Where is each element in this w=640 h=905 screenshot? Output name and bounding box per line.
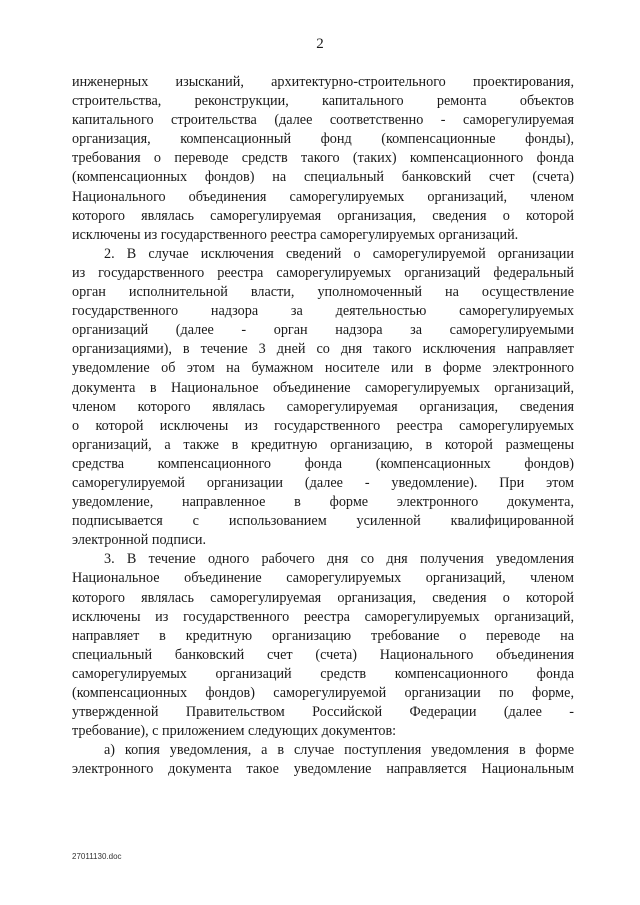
text-line: уведомление, направленное в форме электронного документа,	[72, 494, 574, 511]
text-line: которого являлась саморегулируемая организация, сведения о которой	[72, 589, 574, 606]
text-line: исключены из государственного реестра саморегулируемых организаций.	[72, 226, 519, 243]
paragraph-3	[72, 550, 574, 741]
text-line: государственного надзора за деятельностью саморегулируемых	[72, 303, 574, 320]
text-line: Национального объединения саморегулируемых организаций, членом	[72, 188, 574, 205]
text-line: 2. В случае исключения сведений о саморегулируемой организации	[104, 245, 574, 262]
text-line: электронной подписи.	[72, 532, 207, 549]
text-line: орган исполнительной власти, уполномоченный на осуществление	[72, 284, 574, 301]
text-line: утвержденной Правительством Российской Федерации (далее -	[72, 704, 574, 721]
text-line: Национальное объединение саморегулируемых организаций, членом	[72, 570, 574, 587]
text-line: о которой исключены из государственного реестра саморегулируемых	[72, 417, 574, 434]
text-line: электронного документа такое уведомление направляется Национальным	[72, 761, 574, 778]
text-line: членом которого являлась саморегулируемая организация, сведения	[72, 398, 574, 415]
paragraph-continuation	[72, 73, 574, 245]
paragraph-3a	[72, 741, 574, 779]
text-line: инженерных изысканий, архитектурно-строительного проектирования,	[72, 74, 574, 90]
text-line: организациями), в течение 3 дней со дня такого исключения направляет	[72, 341, 574, 358]
text-line: из государственного реестра саморегулируемых организаций федеральный	[72, 264, 574, 281]
text-line: исключены из государственного реестра саморегулируемых организаций,	[72, 608, 574, 625]
document-file-code: 27011130.doc	[72, 852, 122, 861]
text-line: саморегулируемых организаций средств компенсационного фонда	[72, 665, 574, 682]
text-line: организация, компенсационный фонд (компенсационные фонды),	[72, 131, 574, 148]
text-line: (компенсационных фондов) на специальный банковский счет (счета)	[72, 169, 574, 186]
text-line: которого являлась саморегулируемая организация, сведения о которой	[72, 207, 574, 224]
text-line: капитального строительства (далее соответственно - саморегулируемая	[72, 112, 574, 129]
text-line: (компенсационных фондов) саморегулируемой организации по форме,	[72, 685, 574, 701]
text-line: документа в Национальное объединение саморегулируемых организаций,	[72, 379, 574, 396]
text-line: саморегулируемой организации (далее - уведомление). При этом	[72, 474, 574, 491]
text-line: требования о переводе средств такого (таких) компенсационного фонда	[72, 150, 574, 167]
text-line: средства компенсационного фонда (компенсационных фондов)	[72, 455, 574, 472]
text-line: а) копия уведомления, а в случае поступления уведомления в форме	[104, 742, 574, 759]
text-line: 3. В течение одного рабочего дня со дня получения уведомления	[104, 551, 574, 568]
text-line: строительства, реконструкции, капитального ремонта объектов	[72, 93, 574, 110]
document-body	[72, 73, 574, 779]
page-number: 2	[316, 36, 324, 52]
text-line: требование), с приложением следующих документов:	[72, 723, 397, 740]
text-line: подписывается с использованием усиленной квалифицированной	[72, 513, 574, 530]
text-line: специальный банковский счет (счета) Национального объединения	[72, 646, 574, 663]
text-line: организаций (далее - орган надзора за саморегулируемыми	[72, 322, 574, 339]
paragraph-2	[72, 245, 574, 551]
text-line: организаций, а также в кредитную организацию, в которой размещены	[72, 436, 574, 453]
text-line: уведомление об этом на бумажном носителе или в форме электронного	[72, 360, 574, 377]
text-line: направляет в кредитную организацию требование о переводе на	[72, 627, 574, 644]
